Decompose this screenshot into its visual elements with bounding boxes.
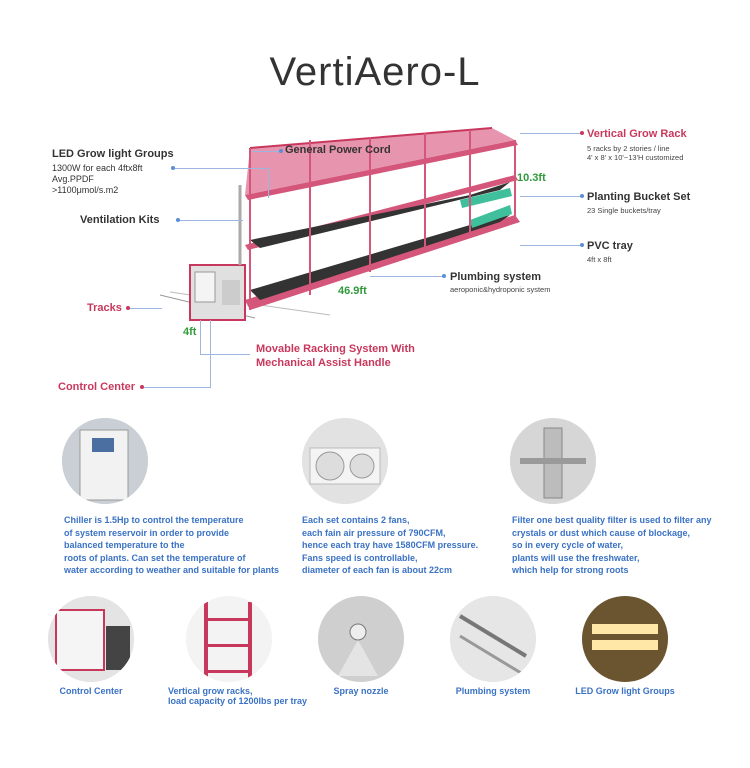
bucket-label: Planting Bucket Set — [587, 191, 691, 203]
gallery-caption-grow-rack: Vertical grow racks, load capacity of 1200lbs per tray — [168, 686, 308, 706]
filter-description: Filter one best quality filter is used to filter any crystals or dust which cause of blockage, so in every cycle of water, plants will use the freshwater, which help for strong roots — [512, 515, 712, 576]
led-spec-2: Avg.PPDF — [52, 174, 94, 184]
gallery-caption-spray-nozzle: Spray nozzle — [333, 686, 389, 696]
led-pointer-icon — [171, 166, 175, 170]
plumbing-pointer-icon — [442, 274, 446, 278]
tracks-label: Tracks — [87, 302, 122, 314]
vertical-rack-sub-1: 5 racks by 2 stories / line — [587, 144, 670, 153]
gallery-caption-plumbing: Plumbing system — [455, 686, 531, 696]
control-center-pointer-icon — [140, 385, 144, 389]
dim-46ft: 46.9ft — [338, 285, 367, 297]
vertical-rack-sub-2: 4' x 8' x 10'~13'H customized — [587, 153, 684, 162]
pvc-pointer-icon — [580, 243, 584, 247]
dim-4ft: 4ft — [183, 326, 197, 338]
gallery-caption-control-center: Control Center — [59, 686, 123, 696]
control-center-photo-icon — [48, 596, 134, 682]
led-spec-3: >1100μmol/s.m2 — [52, 185, 119, 195]
spray-nozzle-photo-icon — [318, 596, 404, 682]
ventilation-pointer-icon — [176, 218, 180, 222]
fan-description: Each set contains 2 fans, each fain air pressure of 790CFM, hence each tray have 1580CFM pressure. Fans speed is controllable, diameter of each fan is about 22cm — [302, 515, 479, 576]
fan-photo-icon — [302, 418, 388, 504]
power-cord-label: General Power Cord — [285, 144, 391, 156]
vertical-rack-label: Vertical Grow Rack — [587, 128, 687, 140]
pvc-sub: 4ft x 8ft — [587, 255, 612, 264]
chiller-description: Chiller is 1.5Hp to control the temperature of system reservoir in order to provide balanced temperature to the roots of plants. Can set the temperature of water according to weather and suitable for plants — [64, 515, 280, 576]
bucket-pointer-icon — [580, 194, 584, 198]
plumbing-sub: aeroponic&hydroponic system — [450, 285, 551, 294]
power-cord-pointer-icon — [279, 149, 283, 153]
led-light-photo-icon — [582, 596, 668, 682]
control-center-label: Control Center — [58, 381, 135, 393]
pvc-label: PVC tray — [587, 240, 633, 252]
movable-label-2: Mechanical Assist Handle — [256, 357, 391, 369]
page-title: VertiAero-L — [269, 50, 481, 94]
bucket-sub: 23 Single buckets/tray — [587, 206, 661, 215]
led-spec-1: 1300W for each 4ftx8ft — [52, 163, 143, 173]
chiller-photo-icon — [62, 418, 148, 504]
vertical-rack-pointer-icon — [580, 131, 584, 135]
filter-photo-icon — [510, 418, 596, 504]
grow-rack-photo-icon — [186, 596, 272, 682]
led-label: LED Grow light Groups — [52, 148, 174, 160]
plumbing-label: Plumbing system — [450, 271, 542, 283]
gallery-caption-led: LED Grow light Groups — [575, 686, 675, 696]
dim-10ft: 10.3ft — [517, 172, 546, 184]
tracks-pointer-icon — [126, 306, 130, 310]
plumbing-photo-icon — [450, 596, 536, 682]
ventilation-label: Ventilation Kits — [80, 214, 160, 226]
movable-label-1: Movable Racking System With — [256, 343, 415, 355]
